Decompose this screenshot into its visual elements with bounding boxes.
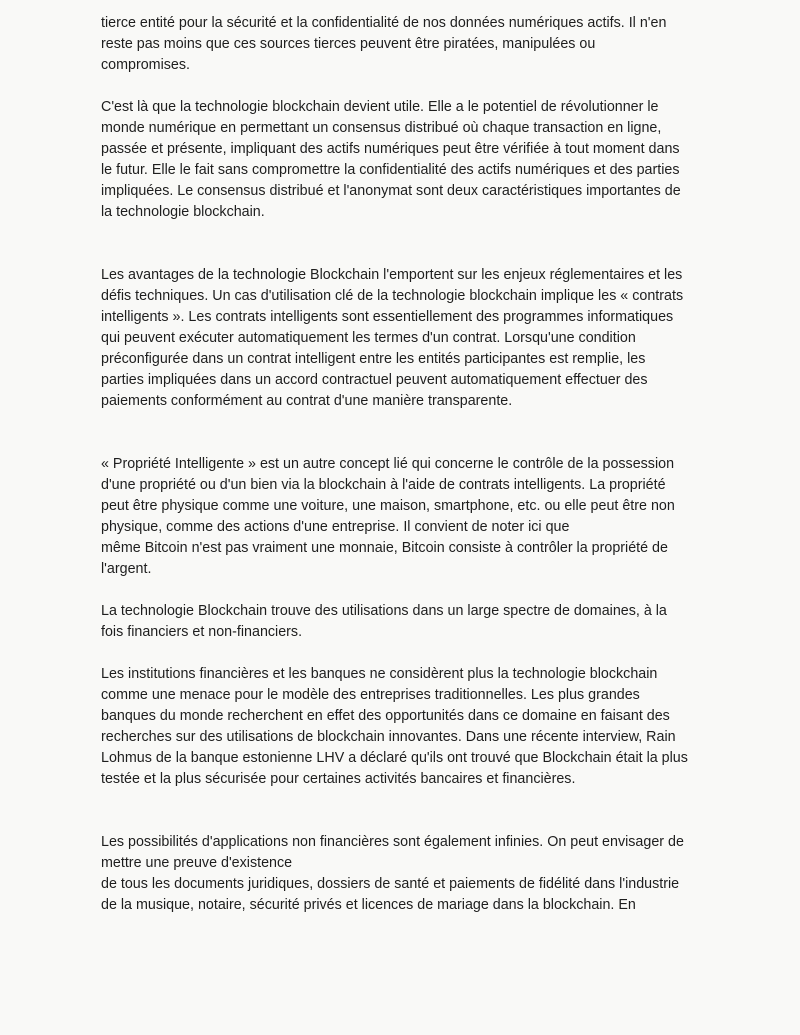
paragraph-spacer [101,643,706,664]
paragraph-spacer [101,412,706,454]
paragraph-spacer [101,223,706,265]
paragraph-smart-contracts: Les avantages de la technologie Blockchain l'emportent sur les enjeux réglementaires et les défis techniques. Un cas d'utilisation clé de la technologie blockchain implique les « contrats intelligents ». Les contrats intelligents sont essentiellement des programmes informatiques qui peuvent exécuter automatiquement les termes d'un contrat. Lorsqu'une condition préconfigurée dans un contrat intelligent entre les entités participantes est remplie, les parties impliquées dans un accord contractuel peuvent automatiquement effectuer des paiements conformément au contrat d'une manière transparente. [101,267,684,409]
paragraph-blockchain-utility: C'est là que la technologie blockchain devient utile. Elle a le potentiel de révolutionner le monde numérique en permettant un consensus distribué où chaque transaction en ligne, passée et présente, impliquant des actifs numériques peut être vérifiée à tout moment dans le futur. Elle le fait sans compromettre la confidentialité des actifs numériques et des parties impliquées. Le consensus distribué et l'anonymat sont deux caractéristiques importantes de la technologie blockchain. [101,99,681,220]
paragraph-spacer [101,790,706,832]
paragraph-non-financial: Les possibilités d'applications non financières sont également infinies. On peut envisager de mettre une preuve d'existence de tous les documents juridiques, dossiers de santé et paiements de fidélité dans l'industrie de la musique, notaire, sécurité privés et licences de mariage dans la blockchain. En [101,834,684,913]
paragraph-spacer [101,580,706,601]
paragraph-smart-property: « Propriété Intelligente » est un autre concept lié qui concerne le contrôle de la possession d'une propriété ou d'un bien via la blockchain à l'aide de contrats intelligents. La propriété peut être physique comme une voiture, une maison, smartphone, etc. ou elle peut être non physique, comme des actions d'une entreprise. Il convient de noter ici que même Bitcoin n'est pas vraiment une monnaie, Bitcoin consiste à contrôler la propriété de l'argent. [101,456,675,577]
document-body [101,13,706,916]
paragraph-domains: La technologie Blockchain trouve des utilisations dans un large spectre de domaines, à la fois financiers et non-financiers. [101,603,667,640]
paragraph-financial-institutions: Les institutions financières et les banques ne considèrent plus la technologie blockchain comme une menace pour le modèle des entreprises traditionnelles. Les plus grandes banques du monde recherchent en effet des opportunités dans ce domaine en faisant des recherches sur des utilisations de blockchain innovantes. Dans une récente interview, Rain Lohmus de la banque estonienne LHV a déclaré qu'ils ont trouvé que Blockchain était la plus testée et la plus sécurisée pour certaines activités bancaires et financières. [101,666,688,787]
paragraph-spacer [101,76,706,97]
paragraph-intro: tierce entité pour la sécurité et la confidentialité de nos données numériques actifs. Il n'en reste pas moins que ces sources tierces peuvent être piratées, manipulées ou compromises. [101,15,667,73]
